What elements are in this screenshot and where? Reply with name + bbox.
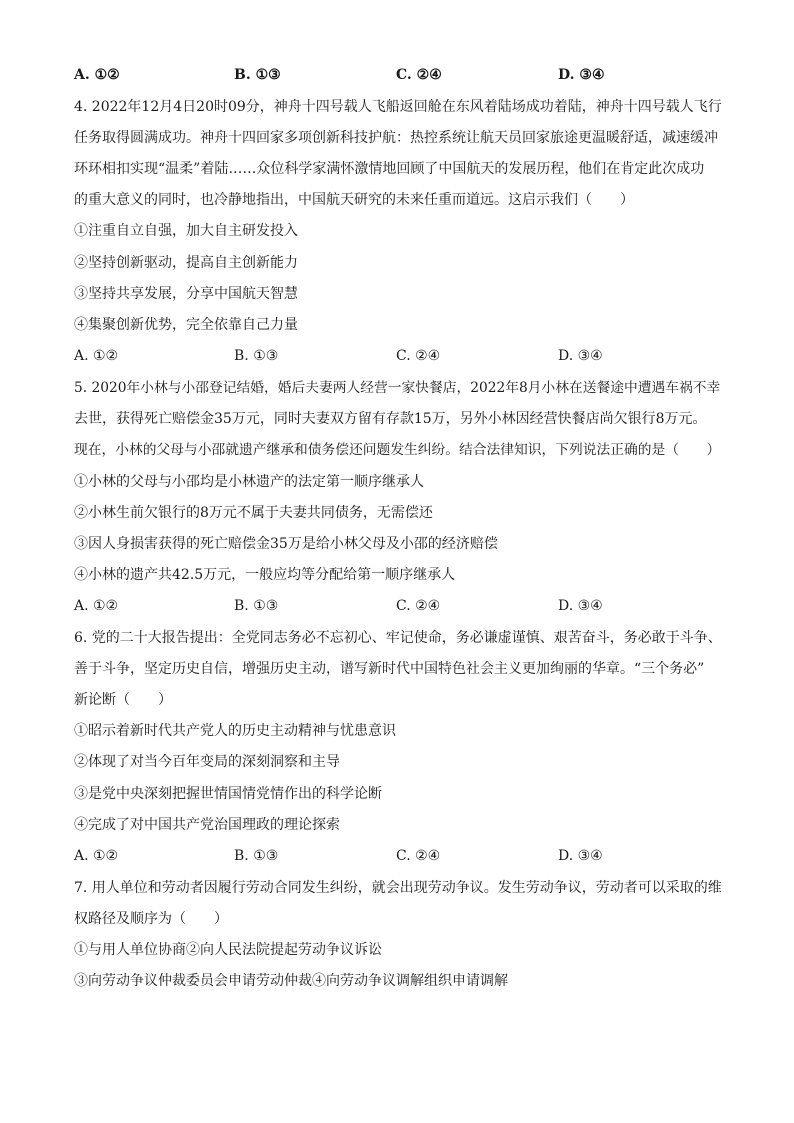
q3-options	[74, 66, 714, 84]
q5-option-c: C. ②④	[396, 598, 441, 614]
q6-stem-line-2: 善于斗争，坚定历史自信，增强历史主动，谱写新时代中国特色社会主义更加绚丽的华章。“三个务必”	[74, 661, 705, 677]
q4-option-a: A. ①②	[74, 348, 119, 364]
q4-item-4: ④集聚创新优势，完全依靠自己力量	[74, 317, 298, 333]
q3-option-d: D. ③④	[558, 67, 605, 83]
q4-item-3: ③坚持共享发展，分享中国航天智慧	[74, 286, 298, 302]
q4-option-c: C. ②④	[396, 348, 441, 364]
q5-item-1: ①小林的父母与小邵均是小林遗产的法定第一顺序继承人	[74, 474, 424, 490]
q5-options	[74, 597, 714, 615]
q4-option-b: B. ①③	[234, 348, 279, 364]
q3-option-b: B. ①③	[234, 67, 281, 83]
q3-option-c: C. ②④	[396, 67, 442, 83]
q4-stem-line-3: 环环相扣实现“温柔”着陆……众位科学家满怀激情地回顾了中国航天的发展历程，他们在肯定此次成功	[74, 161, 705, 177]
q5-item-4: ④小林的遗产共42.5万元，一般应均等分配给第一顺序继承人	[74, 567, 456, 583]
q6-options	[74, 847, 714, 865]
q5-option-a: A. ①②	[74, 598, 119, 614]
q6-option-a: A. ①②	[74, 848, 119, 864]
q6-stem-line-1: 6. 党的二十大报告提出：全党同志务必不忘初心、牢记使命，务必谦虚谨慎、艰苦奋斗，务必敢于斗争、	[74, 630, 722, 646]
q5-stem-line-2: 去世，获得死亡赔偿金35万元，同时夫妻双方留有存款15万，另外小林因经营快餐店尚欠银行8万元。	[74, 411, 707, 427]
q6-item-4: ④完成了对中国共产党治国理政的理论探索	[74, 817, 340, 833]
q6-item-2: ②体现了对当今百年变局的深刻洞察和主导	[74, 754, 340, 770]
q7-item-1: ①与用人单位协商②向人民法院提起劳动争议诉讼	[74, 942, 382, 958]
q4-stem-line-1: 4. 2022年12月4日20时09分，神舟十四号载人飞船返回舱在东风着陆场成功着陆，神舟十四号载人飞行	[74, 99, 722, 115]
q6-option-c: C. ②④	[396, 848, 441, 864]
q6-option-b: B. ①③	[234, 848, 279, 864]
q4-stem-line-2: 任务取得圆满成功。神舟十四回家多项创新科技护航：热控系统让航天员回家旅途更温暖舒适，减速缓冲	[74, 130, 718, 146]
q5-stem-line-1: 5. 2020年小林与小邵登记结婚，婚后夫妻两人经营一家快餐店，2022年8月小林在送餐途中遭遇车祸不幸	[74, 380, 721, 396]
q5-option-d: D. ③④	[558, 598, 603, 614]
q4-option-d: D. ③④	[558, 348, 603, 364]
q4-item-2: ②坚持创新驱动，提高自主创新能力	[74, 255, 298, 271]
q4-stem-line-4: 的重大意义的同时，也冷静地指出，中国航天研究的未来任重而道远。这启示我们（ ）	[74, 192, 634, 208]
q5-item-3: ③因人身损害获得的死亡赔偿金35万是给小林父母及小邵的经济赔偿	[74, 536, 498, 552]
q5-item-2: ②小林生前欠银行的8万元不属于夫妻共同债务，无需偿还	[74, 505, 433, 521]
q6-item-3: ③是党中央深刻把握世情国情党情作出的科学论断	[74, 786, 382, 802]
q6-item-1: ①昭示着新时代共产党人的历史主动精神与忧患意识	[74, 723, 396, 739]
q5-option-b: B. ①③	[234, 598, 279, 614]
q3-option-a: A. ①②	[74, 67, 120, 83]
q4-options	[74, 347, 714, 365]
q7-stem-line-2: 权路径及顺序为（ ）	[74, 911, 228, 927]
q7-item-2: ③向劳动争议仲裁委员会申请劳动仲裁④向劳动争议调解组织申请调解	[74, 973, 508, 989]
q6-stem-line-3: 新论断（ ）	[74, 692, 172, 708]
q7-stem-line-1: 7. 用人单位和劳动者因履行劳动合同发生纠纷，就会出现劳动争议。发生劳动争议，劳动者可以采取的维	[74, 880, 722, 896]
q5-stem-line-3: 现在，小林的父母与小邵就遗产继承和债务偿还问题发生纠纷。结合法律知识，下列说法正确的是（ ）	[74, 442, 721, 458]
q6-option-d: D. ③④	[558, 848, 603, 864]
q4-item-1: ①注重自立自强，加大自主研发投入	[74, 223, 298, 239]
